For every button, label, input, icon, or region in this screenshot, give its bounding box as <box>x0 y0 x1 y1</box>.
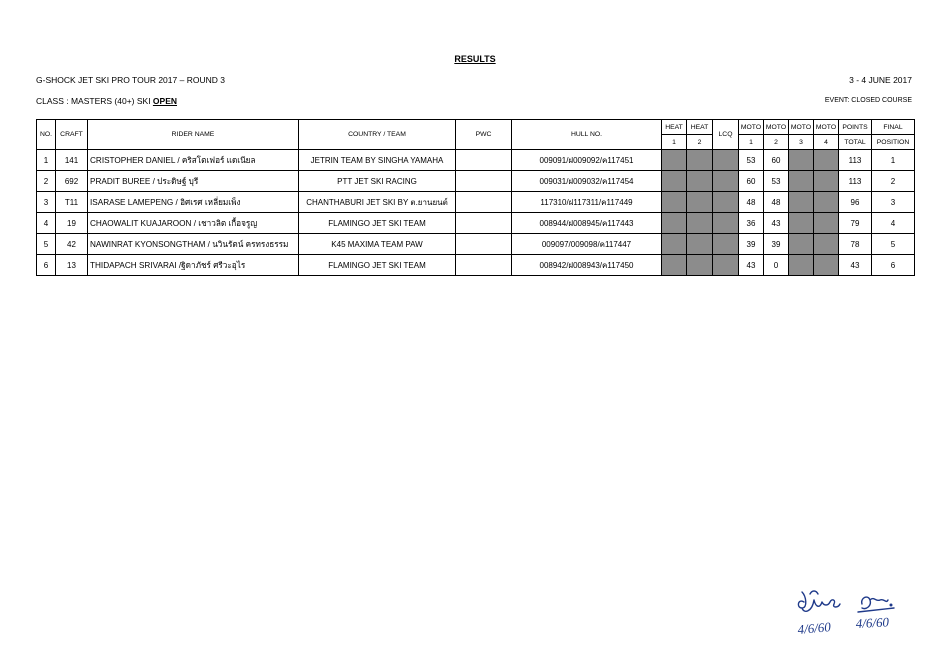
cell-moto-2: 48 <box>764 192 789 213</box>
cell-team: FLAMINGO JET SKI TEAM <box>299 255 456 276</box>
cell-craft: 42 <box>56 234 88 255</box>
cell-moto-3 <box>789 171 814 192</box>
cell-points-total: 43 <box>839 255 872 276</box>
table-row <box>37 171 915 192</box>
cell-rider-name: ISARASE LAMEPENG / อิศเรศ เหลี่ยมเพ็ง <box>88 192 299 213</box>
cell-moto-1: 39 <box>739 234 764 255</box>
cell-craft: 13 <box>56 255 88 276</box>
cell-lcq <box>713 213 739 234</box>
cell-moto-2: 60 <box>764 150 789 171</box>
cell-points-total: 96 <box>839 192 872 213</box>
cell-lcq <box>713 234 739 255</box>
cell-moto-2: 53 <box>764 171 789 192</box>
cell-no: 1 <box>37 150 56 171</box>
col-moto-4-label: MOTO <box>814 120 839 135</box>
cell-points-total: 78 <box>839 234 872 255</box>
cell-hull-no: 009097/009098/ค117447 <box>512 234 662 255</box>
col-pwc: PWC <box>456 120 512 150</box>
cell-hull-no: 117310/ฝ117311/ค117449 <box>512 192 662 213</box>
cell-lcq <box>713 171 739 192</box>
col-hull-no: HULL NO. <box>512 120 662 150</box>
cell-moto-2: 43 <box>764 213 789 234</box>
cell-moto-3 <box>789 234 814 255</box>
cell-craft: 19 <box>56 213 88 234</box>
cell-points-total: 79 <box>839 213 872 234</box>
cell-pwc <box>456 213 512 234</box>
cell-team: PTT JET SKI RACING <box>299 171 456 192</box>
cell-final-position: 2 <box>872 171 915 192</box>
cell-final-position: 3 <box>872 192 915 213</box>
cell-craft: T11 <box>56 192 88 213</box>
cell-final-position: 6 <box>872 255 915 276</box>
cell-rider-name: CHAOWALIT KUAJAROON / เชาวลิต เกื้อจรูญ <box>88 213 299 234</box>
class-open: OPEN <box>152 96 178 106</box>
cell-pwc <box>456 192 512 213</box>
col-moto-3-label: MOTO <box>789 120 814 135</box>
col-heat-1-number: 1 <box>662 135 687 150</box>
cell-moto-4 <box>814 150 839 171</box>
col-moto-2-number: 2 <box>764 135 789 150</box>
cell-pwc <box>456 150 512 171</box>
cell-lcq <box>713 150 739 171</box>
col-heat-2-label: HEAT <box>687 120 713 135</box>
cell-team: K45 MAXIMA TEAM PAW <box>299 234 456 255</box>
col-moto-1-label: MOTO <box>739 120 764 135</box>
cell-rider-name: NAWINRAT KYONSONGTHAM / นวินรัตน์ ครทรงธรรม <box>88 234 299 255</box>
cell-moto-1: 48 <box>739 192 764 213</box>
cell-pwc <box>456 255 512 276</box>
cell-heat-1 <box>662 171 687 192</box>
col-points-label: POINTS <box>839 120 872 135</box>
cell-hull-no: 009031/ฝ009032/ค117454 <box>512 171 662 192</box>
cell-heat-1 <box>662 213 687 234</box>
cell-heat-2 <box>687 213 713 234</box>
table-header <box>37 120 915 150</box>
cell-final-position: 4 <box>872 213 915 234</box>
col-moto-1-number: 1 <box>739 135 764 150</box>
cell-points-total: 113 <box>839 150 872 171</box>
cell-pwc <box>456 234 512 255</box>
cell-heat-2 <box>687 255 713 276</box>
cell-no: 6 <box>37 255 56 276</box>
col-lcq: LCQ <box>713 120 739 150</box>
cell-lcq <box>713 192 739 213</box>
table-row <box>37 192 915 213</box>
col-no: NO. <box>37 120 56 150</box>
cell-moto-2: 39 <box>764 234 789 255</box>
cell-moto-1: 60 <box>739 171 764 192</box>
cell-team: CHANTHABURI JET SKI BY ต.ยานยนต์ <box>299 192 456 213</box>
cell-final-position: 5 <box>872 234 915 255</box>
cell-moto-4 <box>814 171 839 192</box>
cell-team: JETRIN TEAM BY SINGHA YAMAHA <box>299 150 456 171</box>
cell-heat-1 <box>662 234 687 255</box>
signature-date-1: 4/6/60 <box>796 619 832 637</box>
col-moto-2-label: MOTO <box>764 120 789 135</box>
col-points-total: TOTAL <box>839 135 872 150</box>
cell-hull-no: 009091/ฝ009092/ค117451 <box>512 150 662 171</box>
cell-moto-4 <box>814 255 839 276</box>
cell-hull-no: 008942/ฝ008943/ค117450 <box>512 255 662 276</box>
cell-moto-3 <box>789 192 814 213</box>
results-table <box>36 119 915 276</box>
table-row <box>37 213 915 234</box>
table-body <box>37 150 915 276</box>
table-row <box>37 255 915 276</box>
cell-heat-1 <box>662 192 687 213</box>
col-final-label: FINAL <box>872 120 915 135</box>
class-line <box>36 96 177 106</box>
cell-pwc <box>456 171 512 192</box>
table-row <box>37 234 915 255</box>
cell-rider-name: CRISTOPHER DANIEL / คริสโตเฟอร์ แดเนียล <box>88 150 299 171</box>
col-country-team: COUNTRY / TEAM <box>299 120 456 150</box>
cell-no: 4 <box>37 213 56 234</box>
table-row <box>37 150 915 171</box>
cell-heat-1 <box>662 150 687 171</box>
cell-moto-3 <box>789 150 814 171</box>
event-type: EVENT: CLOSED COURSE <box>824 97 912 104</box>
col-moto-3-number: 3 <box>789 135 814 150</box>
cell-moto-4 <box>814 234 839 255</box>
cell-rider-name: THIDAPACH SRIVARAI /ฐิดาภัชร์ ศรีวะอุไร <box>88 255 299 276</box>
col-heat-1-label: HEAT <box>662 120 687 135</box>
cell-hull-no: 008944/ฝ008945/ค117443 <box>512 213 662 234</box>
cell-craft: 141 <box>56 150 88 171</box>
cell-heat-2 <box>687 150 713 171</box>
cell-moto-1: 36 <box>739 213 764 234</box>
cell-moto-4 <box>814 192 839 213</box>
cell-team: FLAMINGO JET SKI TEAM <box>299 213 456 234</box>
results-title: RESULTS <box>454 54 496 64</box>
cell-moto-1: 53 <box>739 150 764 171</box>
cell-points-total: 113 <box>839 171 872 192</box>
cell-heat-2 <box>687 234 713 255</box>
event-date: 3 - 4 JUNE 2017 <box>849 75 912 85</box>
cell-moto-3 <box>789 213 814 234</box>
cell-rider-name: PRADIT BUREE / ประดิษฐ์ บุรี <box>88 171 299 192</box>
cell-moto-3 <box>789 255 814 276</box>
cell-no: 3 <box>37 192 56 213</box>
col-rider-name: RIDER NAME <box>88 120 299 150</box>
col-final-position: POSITION <box>872 135 915 150</box>
col-craft: CRAFT <box>56 120 88 150</box>
cell-craft: 692 <box>56 171 88 192</box>
cell-no: 5 <box>37 234 56 255</box>
cell-heat-1 <box>662 255 687 276</box>
cell-final-position: 1 <box>872 150 915 171</box>
cell-moto-2: 0 <box>764 255 789 276</box>
cell-heat-2 <box>687 192 713 213</box>
class-prefix: CLASS : MASTERS (40+) SKI <box>36 96 153 106</box>
col-moto-4-number: 4 <box>814 135 839 150</box>
cell-heat-2 <box>687 171 713 192</box>
event-name: G-SHOCK JET SKI PRO TOUR 2017 – ROUND 3 <box>36 75 225 85</box>
cell-moto-4 <box>814 213 839 234</box>
col-heat-2-number: 2 <box>687 135 713 150</box>
cell-moto-1: 43 <box>739 255 764 276</box>
cell-no: 2 <box>37 171 56 192</box>
cell-lcq <box>713 255 739 276</box>
signature-date-2: 4/6/60 <box>855 614 890 631</box>
handwritten-signature <box>790 578 910 644</box>
